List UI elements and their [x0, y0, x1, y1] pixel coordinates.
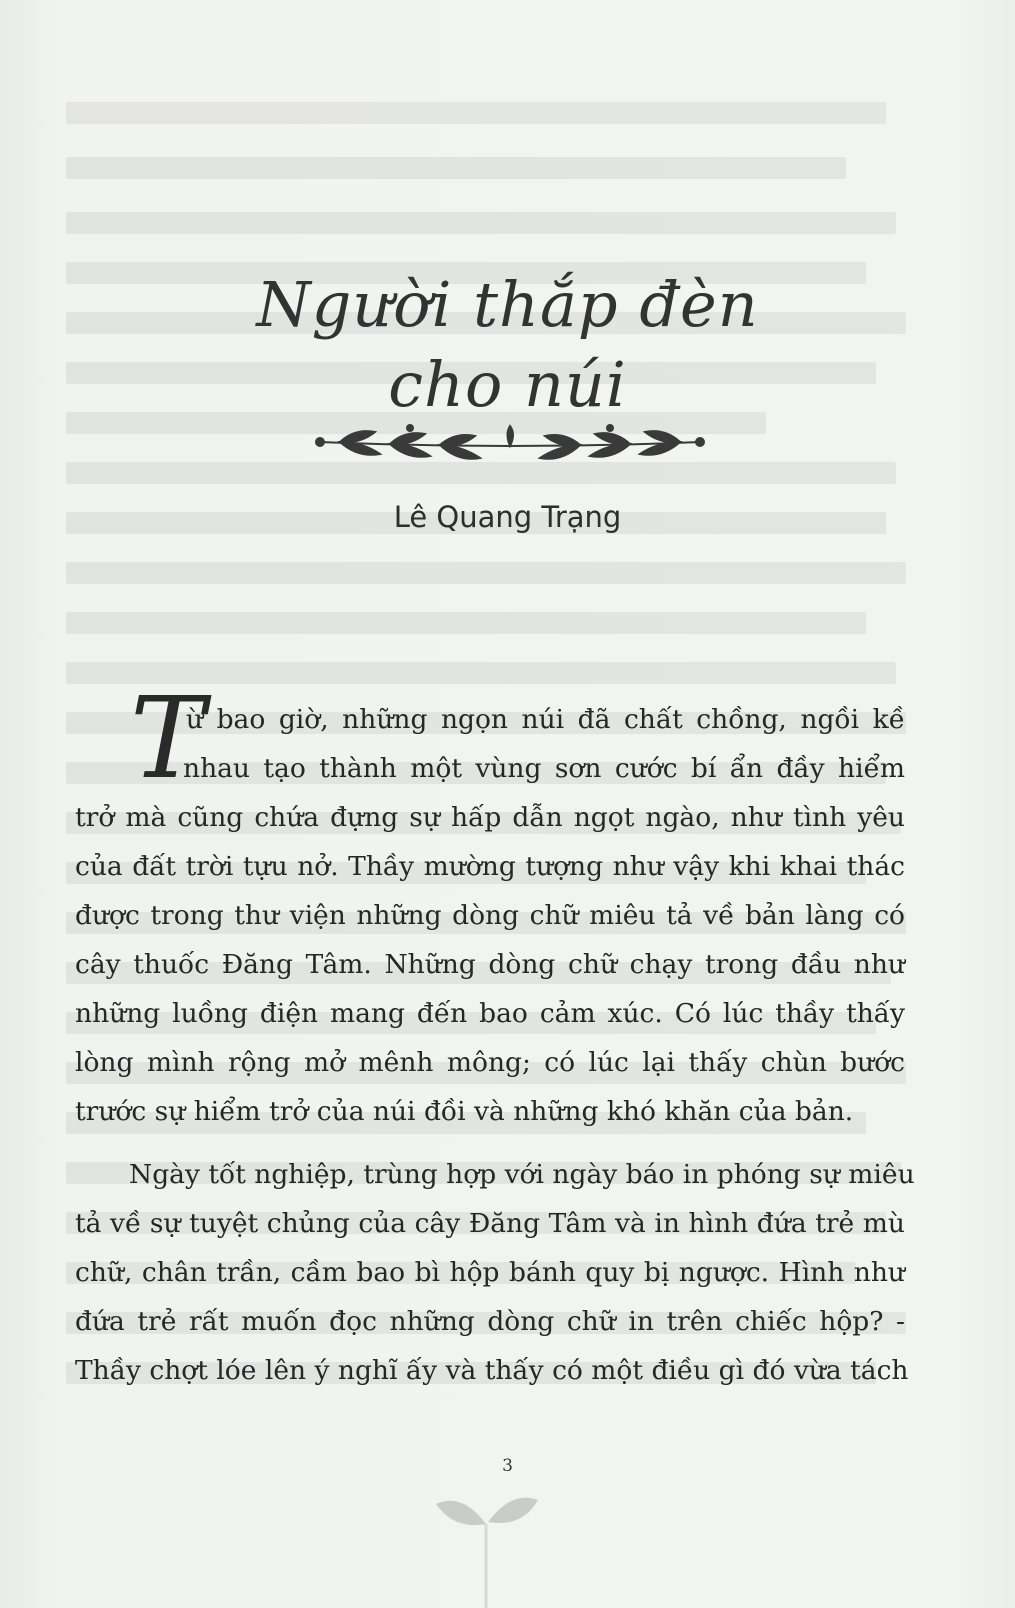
text-line: nhau tạo thành một vùng sơn cước bí ẩn đầy hiểm [183, 753, 905, 784]
text-line: trở mà cũng chứa đựng sự hấp dẫn ngọt ngào, như tình yêu [75, 802, 905, 833]
laurel-branch-ornament-icon [300, 420, 720, 480]
text-line: trước sự hiểm trở của núi đồi và những khó khăn của bản. [75, 1096, 854, 1127]
sprout-icon [432, 1478, 542, 1608]
text-line: được trong thư viện những dòng chữ miêu tả về bản làng có [75, 900, 905, 931]
drop-cap: T [130, 674, 205, 804]
text-line: lòng mình rộng mở mênh mông; có lúc lại thấy chùn bước [75, 1047, 905, 1078]
paragraph-2 [75, 1150, 915, 1395]
text-line: cây thuốc Đăng Tâm. Những dòng chữ chạy trong đầu như [75, 949, 905, 980]
chapter-title-line2: cho núi [388, 348, 627, 421]
chapter-title-line1: Người thắp đèn [256, 268, 759, 341]
text-line: của đất trời tựu nở. Thầy mường tượng như vậy khi khai thác [75, 851, 905, 882]
text-line: đứa trẻ rất muốn đọc những dòng chữ in trên chiếc hộp? - [75, 1306, 905, 1337]
text-line: chữ, chân trần, cầm bao bì hộp bánh quy bị ngược. Hình như [75, 1257, 905, 1288]
text-line: Ngày tốt nghiệp, trùng hợp với ngày báo in phóng sự miêu [129, 1159, 915, 1190]
text-line: ừ bao giờ, những ngọn núi đã chất chồng, ngồi kề [186, 704, 905, 735]
body-text [75, 674, 915, 1395]
author-name: Lê Quang Trạng [393, 500, 622, 534]
paragraph-1 [75, 674, 905, 1136]
text-line: Thầy chợt lóe lên ý nghĩ ấy và thấy có một điều gì đó vừa tách [75, 1355, 909, 1386]
page-number: 3 [502, 1456, 513, 1476]
text-line: tả về sự tuyệt chủng của cây Đăng Tâm và in hình đứa trẻ mù [75, 1208, 905, 1239]
text-line: những luồng điện mang đến bao cảm xúc. Có lúc thầy thấy [75, 998, 905, 1029]
